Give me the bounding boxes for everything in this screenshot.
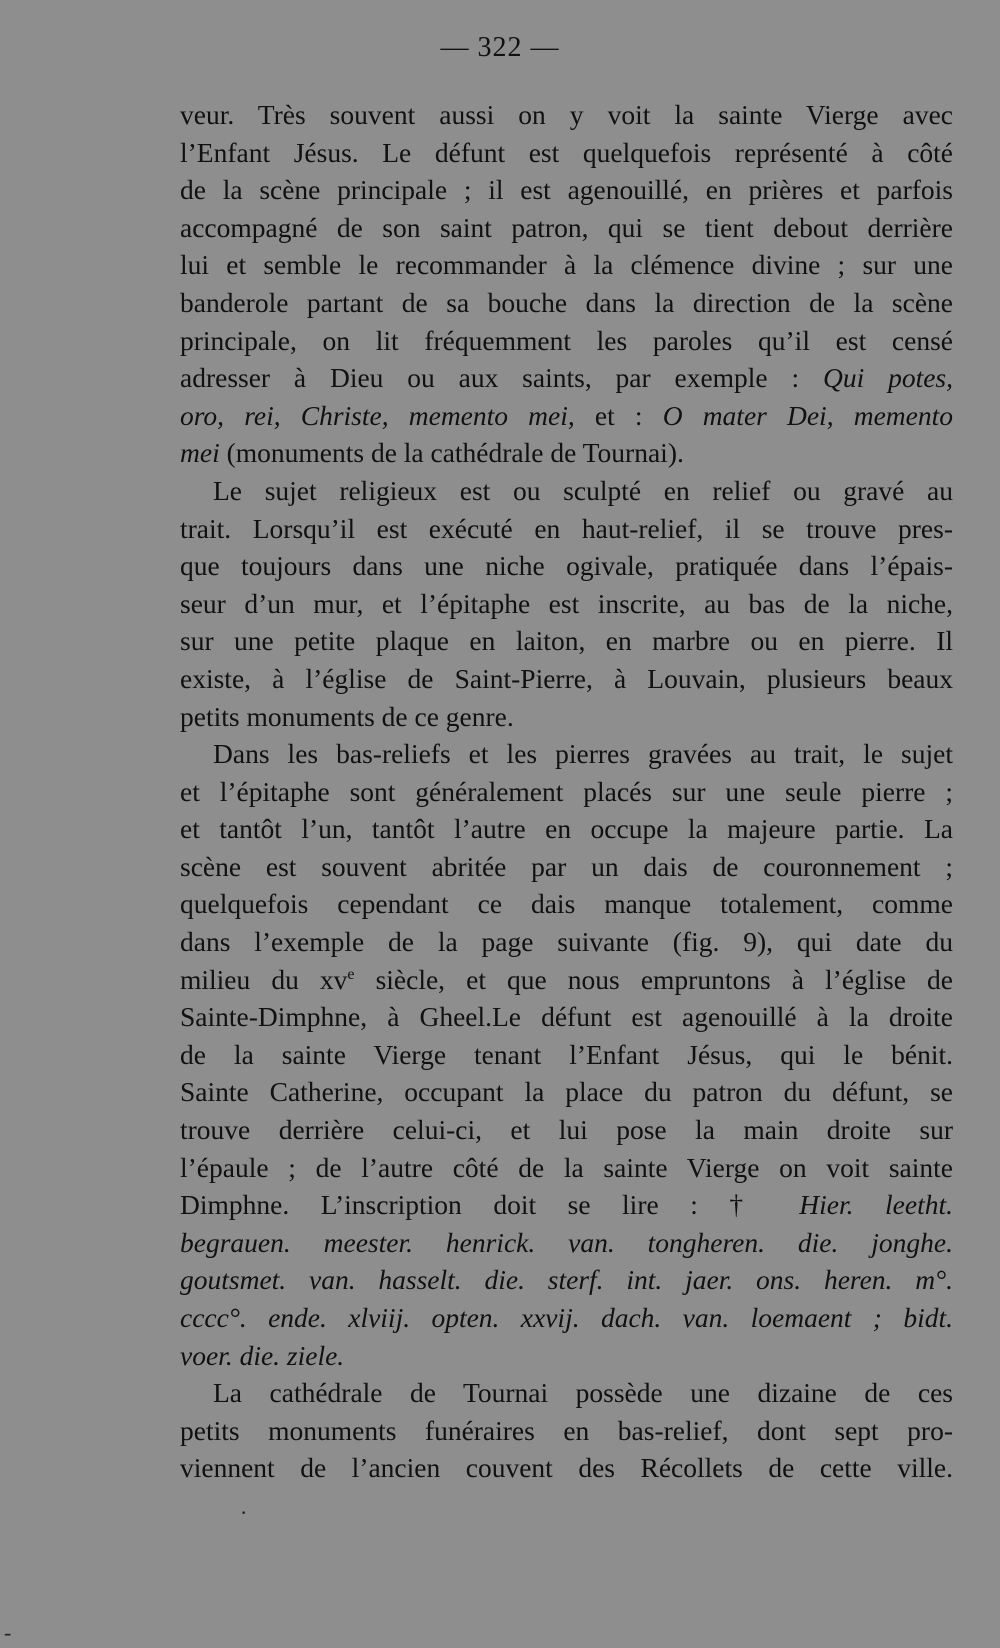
text-line: l’épaule ; de l’autre côté de la sainte Vierge on voit sainte [180, 1151, 953, 1183]
text-line [180, 1186, 953, 1224]
latin-quote: mei [180, 437, 220, 469]
text-line [180, 434, 953, 472]
text-line: Le sujet religieux est ou sculpté en relief ou gravé au [213, 474, 953, 506]
text-line: l’Enfant Jésus. Le défunt est quelquefois représenté à côté [180, 136, 953, 168]
text-line: veur. Très souvent aussi on y voit la sainte Vierge avec [180, 99, 953, 130]
text-line: seur d’un mur, et l’épitaphe est inscrite, au bas de la niche, [180, 587, 953, 619]
text-line: Sainte-Dimphne, à Gheel.Le défunt est agenouillé à la droite [180, 1001, 953, 1033]
superscript: e [347, 965, 355, 983]
text-line: dans l’exemple de la page suivante (fig. 9), qui date du [180, 926, 953, 958]
inscription-line: begrauen. meester. henrick. van. tongheren. die. jonghe. [180, 1226, 953, 1258]
text-span: siècle, et que nous empruntons à l’église de [354, 963, 953, 995]
latin-quote: Qui potes, [822, 362, 953, 394]
inscription-text: Hier. leetht. [799, 1189, 953, 1221]
print-speck: · [240, 1500, 248, 1525]
text-line [180, 359, 953, 397]
text-line [180, 961, 953, 999]
text-span: Dimphne. L’inscription doit se lire : † [180, 1189, 800, 1221]
text-line: petits monuments de ce genre. [180, 700, 514, 732]
text-line: Dans les bas-reliefs et les pierres gravées au trait, le sujet [213, 738, 953, 770]
text-line: principale, on lit fréquemment les paroles qu’il est censé [180, 324, 953, 356]
text-line [180, 397, 953, 435]
text-line: trouve derrière celui-ci, et lui pose la main droite sur [180, 1114, 953, 1146]
text-span: et : [574, 399, 663, 431]
latin-quote: O mater Dei, memento [662, 399, 953, 431]
text-line: accompagné de son saint patron, qui se tient debout derrière [180, 211, 953, 243]
text-line: et tantôt l’un, tantôt l’autre en occupe la majeure partie. La [180, 813, 953, 845]
text-line: scène est souvent abritée par un dais de couronnement ; [180, 850, 953, 882]
body-text [180, 96, 953, 1487]
text-line: de la sainte Vierge tenant l’Enfant Jésus, qui le bénit. [180, 1038, 953, 1070]
text-line: petits monuments funéraires en bas-relief, dont sept pro- [180, 1414, 953, 1446]
text-line: que toujours dans une niche ogivale, pratiquée dans l’épais- [180, 550, 953, 582]
inscription-line: voer. die. ziele. [180, 1339, 345, 1371]
page-number: — 322 — [440, 32, 560, 63]
text-line: lui et semble le recommander à la clémence divine ; sur une [180, 249, 953, 281]
text-line: viennent de l’ancien couvent des Récollets de cette ville. [180, 1452, 953, 1484]
text-line: La cathédrale de Tournai possède une dizaine de ces [213, 1377, 953, 1409]
text-line: banderole partant de sa bouche dans la direction de la scène [180, 286, 953, 318]
text-line: trait. Lorsqu’il est exécuté en haut-relief, il se trouve pres- [180, 512, 953, 544]
text-span: (monuments de la cathédrale de Tournai). [219, 437, 684, 469]
text-line: quelquefois cependant ce dais manque totalement, comme [180, 888, 953, 920]
text-line: existe, à l’église de Saint-Pierre, à Louvain, plusieurs beaux [180, 662, 953, 694]
text-line: et l’épitaphe sont généralement placés sur une seule pierre ; [180, 775, 953, 807]
inscription-line: goutsmet. van. hasselt. die. sterf. int. jaer. ons. heren. m°. [180, 1264, 953, 1296]
text-line: de la scène principale ; il est agenouillé, en prières et parfois [180, 174, 953, 206]
text-span: adresser à Dieu ou aux saints, par exemple : [180, 362, 823, 394]
text-line: Sainte Catherine, occupant la place du patron du défunt, se [180, 1076, 953, 1108]
print-speck: - [4, 1620, 12, 1645]
inscription-line: cccc°. ende. xlviij. opten. xxvij. dach. van. loemaent ; bidt. [180, 1302, 953, 1333]
latin-quote: oro, rei, Christe, memento mei, [180, 399, 575, 431]
text-line: sur une petite plaque en laiton, en marbre ou en pierre. Il [180, 625, 953, 657]
text-span: milieu du xv [180, 963, 348, 995]
